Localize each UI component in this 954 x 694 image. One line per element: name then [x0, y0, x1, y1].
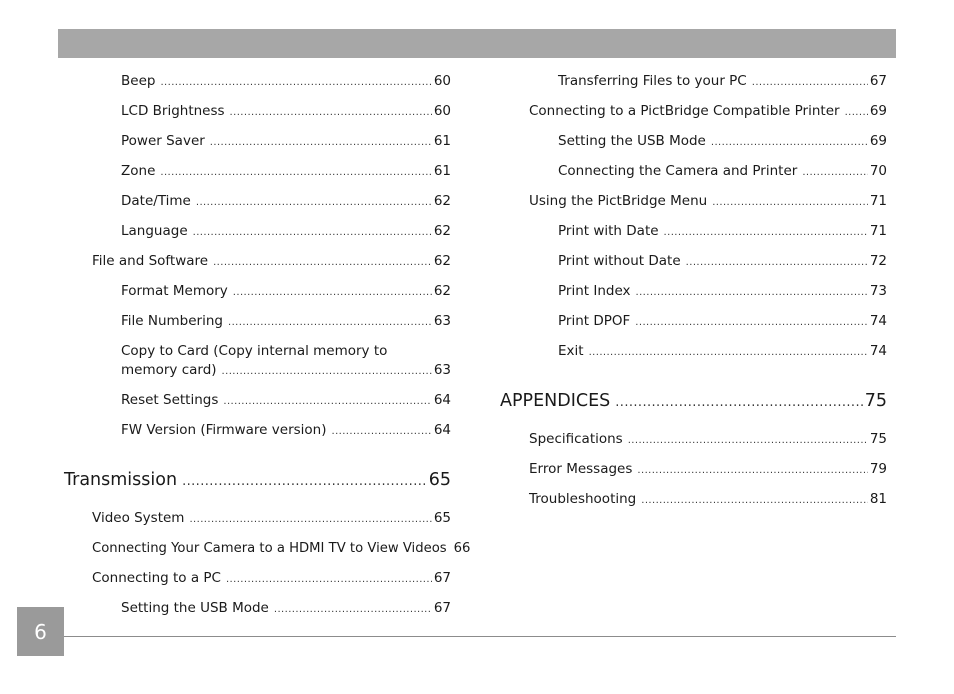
toc-entry-connecting-pictbridge-printer[interactable]: Connecting to a PictBridge Compatible Printer ..... 69 — [529, 102, 887, 122]
toc-entry-video-system[interactable]: Video System ..... 65 — [92, 509, 451, 529]
toc-entry-troubleshooting[interactable]: Troubleshooting ..... 81 — [529, 490, 887, 510]
toc-entry-lcd-brightness[interactable]: LCD Brightness ..... 60 — [121, 102, 451, 122]
toc-entry-specifications[interactable]: Specifications ..... 75 — [529, 430, 887, 450]
toc-entry-file-and-software[interactable]: File and Software ..... 62 — [92, 252, 451, 272]
toc-entry-appendices[interactable]: APPENDICES ..... 75 — [500, 390, 887, 414]
toc-entry-connecting-camera-printer[interactable]: Connecting the Camera and Printer ..... 70 — [558, 162, 887, 182]
toc-entry-connecting-hdmi-tv[interactable]: Connecting Your Camera to a HDMI TV to View Videos 66 — [92, 541, 471, 556]
toc-entry-power-saver[interactable]: Power Saver ..... 61 — [121, 132, 451, 152]
toc-entry-transferring-files[interactable]: Transferring Files to your PC ..... 67 — [558, 72, 887, 92]
toc-entry-file-numbering[interactable]: File Numbering ..... 63 — [121, 312, 451, 332]
toc-entry-error-messages[interactable]: Error Messages ..... 79 — [529, 460, 887, 480]
toc-entry-print-with-date[interactable]: Print with Date ..... 71 — [558, 222, 887, 242]
header-bar — [58, 29, 896, 58]
toc-entry-setting-usb-mode-2[interactable]: Setting the USB Mode ..... 69 — [558, 132, 887, 152]
toc-entry-exit[interactable]: Exit ..... 74 — [558, 342, 887, 362]
footer-rule — [64, 636, 896, 637]
toc-entry-connecting-to-pc[interactable]: Connecting to a PC ..... 67 — [92, 569, 451, 589]
toc-entry-language[interactable]: Language ..... 62 — [121, 222, 451, 242]
toc-entry-print-without-date[interactable]: Print without Date ..... 72 — [558, 252, 887, 272]
toc-entry-print-dpof[interactable]: Print DPOF ..... 74 — [558, 312, 887, 332]
page-number: 6 — [17, 607, 64, 656]
toc-entry-setting-usb-mode[interactable]: Setting the USB Mode ..... 67 — [121, 599, 451, 619]
toc-entry-format-memory[interactable]: Format Memory ..... 62 — [121, 282, 451, 302]
toc-entry-reset-settings[interactable]: Reset Settings ..... 64 — [121, 391, 451, 411]
toc-entry-using-pictbridge-menu[interactable]: Using the PictBridge Menu ..... 71 — [529, 192, 887, 212]
toc-entry-title-line1: Copy to Card (Copy internal memory to — [121, 343, 388, 359]
toc-entry-zone[interactable]: Zone ..... 61 — [121, 162, 451, 182]
toc-entry-copy-to-card[interactable]: Copy to Card (Copy internal memory to memory card) ..... 63 — [121, 342, 451, 381]
toc-entry-date-time[interactable]: Date/Time ..... 62 — [121, 192, 451, 212]
toc-entry-transmission[interactable]: Transmission ..... 65 — [64, 469, 451, 493]
toc-entry-print-index[interactable]: Print Index ..... 73 — [558, 282, 887, 302]
toc-entry-fw-version[interactable]: FW Version (Firmware version) ..... 64 — [121, 421, 451, 441]
toc-entry-beep[interactable]: Beep ..... 60 — [121, 72, 451, 92]
